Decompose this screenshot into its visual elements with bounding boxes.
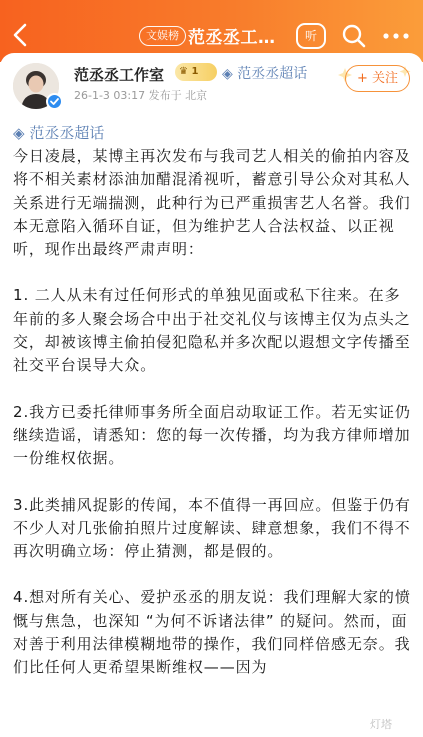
super-topic-label: 范丞丞超话 (237, 66, 308, 82)
author-name[interactable]: 范丞丞工作室 (74, 66, 165, 84)
watermark: 灯塔 (370, 718, 392, 731)
back-arrow-icon[interactable] (10, 22, 30, 48)
post-paragraph: 3.此类捕风捉影的传闻，本不值得一再回应。但鉴于仍有不少人对几张偷拍照片过度解读、肆意想象，我们不得不再次明确立场：停止猜测，都是假的。 (13, 495, 411, 561)
post-body (13, 145, 413, 680)
follow-button[interactable]: + 关注 (345, 65, 410, 92)
post-paragraph: 1. 二人从未有过任何形式的单独见面或私下往来。在多年前的多人聚会场合中出于社交礼仪与该博主仅为点头之交，却被该博主偷拍侵犯隐私并多次配以遐想文字传播至社交平台误导大众。 (13, 286, 411, 375)
vip-level: 1 (191, 66, 199, 77)
super-topic-link[interactable] (222, 63, 307, 83)
post-super-topic-link[interactable] (13, 122, 104, 143)
post-paragraph: 2.我方已委托律师事务所全面启动取证工作。若无实证仍继续造谣，请悉知：您的每一次传播，均为我方律师增加一份维权依据。 (13, 402, 411, 468)
diamond-icon: ◈ (222, 66, 233, 82)
listen-button[interactable]: 听 (296, 23, 326, 49)
hot-list-badge[interactable]: 文娱榜 (139, 26, 186, 46)
vip-badge (175, 63, 217, 81)
post-super-topic-label: 范丞丞超话 (29, 124, 105, 142)
search-icon[interactable] (341, 23, 367, 49)
nav-title: 范丞丞工… (188, 28, 276, 48)
post-paragraph: 今日凌晨，某博主再次发布与我司艺人相关的偷拍内容及将不相关素材添油加醋混淆视听，蓄意引导公众对其私人关系进行无端揣测，此种行为已严重损害艺人名誉。我们本无意陷入循环自证，但为维护艺人合法权益、以正视听，现作出最终严肃声明： (13, 147, 411, 259)
crown-icon: ♛ (179, 66, 188, 77)
verified-badge-icon (46, 93, 63, 110)
more-icon[interactable] (382, 24, 410, 48)
post-meta: 26-1-3 03:17 发布于 北京 (74, 89, 208, 102)
diamond-icon: ◈ (13, 124, 25, 142)
post-paragraph: 4.想对所有关心、爱护丞丞的朋友说：我们理解大家的愤慨与焦急，也深知 “为何不诉诸法律” 的疑问。然而，面对善于利用法律模糊地带的操作，我们同样倍感无奈。我们比任何人更希望果断维权——因为 (13, 588, 411, 677)
